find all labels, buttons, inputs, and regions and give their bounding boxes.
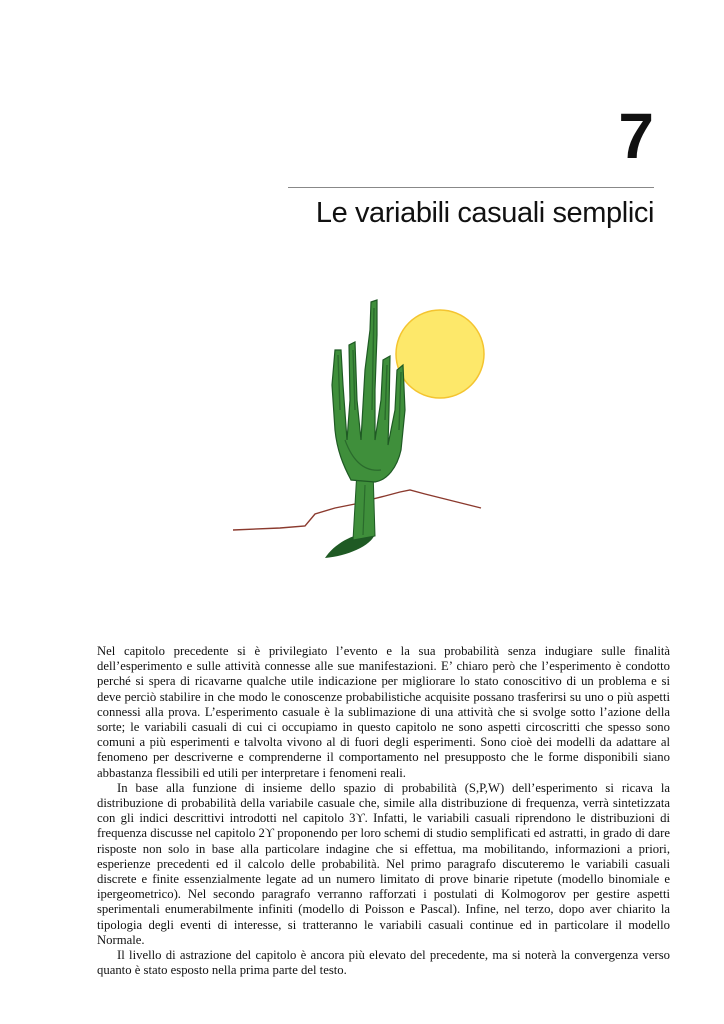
chapter-intro-text: [97, 644, 670, 978]
chapter-divider: [288, 187, 654, 188]
cactus-sun-illustration: [225, 290, 495, 570]
paragraph: In base alla funzione di insieme dello spazio di probabilità (S,P,W) dell’esperimento si ricava la distribuzione di probabilità della variabile casuale che, simile alla distribuzione di frequenza, verrà sintetizzata con gli indici descrittivi introdotti nel capitolo 3ϒ. Infatti, le variabili casuali riprendono le distribuzioni di frequenza discusse nel capitolo 2ϒ proponendo per loro schemi di studio semplificati ed astratti, in grado di dare risposte non solo in base alla particolare indagine che si effettua, ma mobilitando, informazioni a priori, esperienze precedenti ed il calcolo delle probabilità. Nel primo paragrafo discuteremo le variabili casuali discrete e finite essenzialmente legate ad un numero limitato di prove binarie ripetute (modello binomiale e ipergeometrico). Nel secondo paragrafo verranno rafforzati i postulati di Kolmogorov per gestire aspetti sperimentali enumerabilmente infiniti (modello di Poisson e Pascal). Infine, nel terzo, dopo aver chiarito la tipologia degli eventi di interesse, si tratteranno le variabili casuali continue ed in particolare il modello Normale.: [97, 780, 670, 947]
chapter-number: 7: [618, 100, 654, 172]
cactus-icon: [325, 300, 405, 558]
paragraph: Nel capitolo precedente si è privilegiato l’evento e la sua probabilità senza indugiare sulle finalità dell’esperimento e sulle attività connesse alle sue manifestazioni. E’ chiaro però che l’esperimento è condotto perché si spera di ricavarne qualche utile indicazione per migliorare lo stato conoscitivo di un problema e si deve perciò stabilire in che modo le conoscenze probabilistiche acquisite possano trasferirsi su uno o più aspetti connessi alla prova. L’esperimento casuale è la sublimazione di una attività che si svolge sotto l’azione della sorte; le variabili casuali di cui ci occupiamo in questo capitolo ne sono aspetti circoscritti che spesso sono comuni a più esperimenti e talvolta vivono al di fuori degli esperimenti. Sono cioè dei modelli da adattare al fenomeno per descriverne e comprenderne il comportamento nel presupposto che le forme disponibili siano abbastanza flessibili ed utili per interpretare i fenomeni reali.: [97, 644, 670, 780]
sun-icon: [396, 310, 484, 398]
paragraph: Il livello di astrazione del capitolo è ancora più elevato del precedente, ma si noterà la convergenza verso quanto è stato esposto nella prima parte del testo.: [97, 948, 670, 978]
chapter-title: Le variabili casuali semplici: [315, 197, 654, 229]
